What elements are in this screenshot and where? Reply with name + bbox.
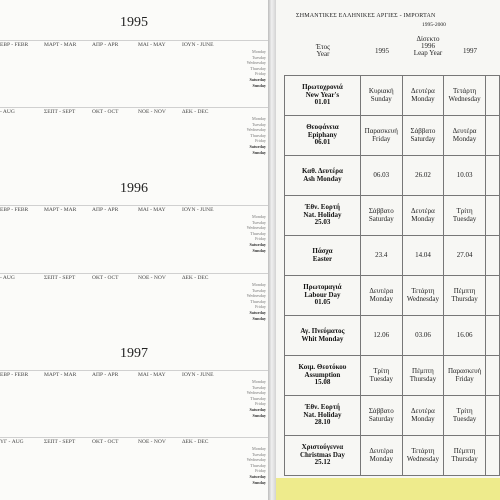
- holiday-name: Έθν. Εορτή Nat. Holiday 25.03: [285, 196, 361, 236]
- month-label: ΣΕΠΤ - SEPT: [44, 439, 76, 445]
- holidays-table: [284, 75, 500, 476]
- header-year: Έτος Year: [316, 43, 330, 58]
- right-page: [276, 0, 500, 500]
- calendar-row: [0, 273, 268, 329]
- holiday-v1995-cell: Παρασκευή Friday: [360, 116, 402, 156]
- holiday-v1996-cell: Σάββατο Saturday: [402, 116, 443, 156]
- month-label: ΝΟΕ - NOV: [138, 275, 166, 281]
- holiday-v1996-cell: 26.02: [402, 156, 443, 196]
- month-label: ΙΟΥΝ - JUNE: [182, 207, 214, 213]
- month-label: - AUG: [0, 275, 15, 281]
- holiday-row: [285, 276, 500, 316]
- month-label: ΑΠΡ - APR: [92, 42, 119, 48]
- holiday-row: [285, 396, 500, 436]
- holiday-row: [285, 116, 500, 156]
- holiday-v1997-cell: Παρασκευή Friday: [444, 356, 486, 396]
- calendar-row: [0, 107, 268, 163]
- month-label: ΟΚΤ - OCT: [92, 439, 119, 445]
- month-label: ΟΚΤ - OCT: [92, 109, 119, 115]
- holiday-v1995-cell: Σάββατο Saturday: [360, 396, 402, 436]
- month-label: ΜΑΙ - MAY: [138, 42, 166, 48]
- month-label: EBP - FEBR: [0, 372, 29, 378]
- holiday-v1996-cell: Τετάρτη Wednesday: [402, 436, 443, 476]
- holiday-name: Πρωτοχρονιά New Year's 01.01: [285, 76, 361, 116]
- book-gutter: [268, 0, 276, 500]
- holiday-v1995-cell: 06.03: [360, 156, 402, 196]
- month-label: ΜΑΡΤ - MAR: [44, 372, 77, 378]
- month-label: ΣΕΠΤ - SEPT: [44, 109, 76, 115]
- year-heading: 1997: [120, 346, 148, 361]
- holiday-v1997-cell: Τρίτη Tuesday: [444, 196, 486, 236]
- header-1995: 1995: [375, 47, 389, 55]
- holiday-row: [285, 236, 500, 276]
- holiday-v1996-cell: Δευτέρα Monday: [402, 396, 443, 436]
- holiday-name: Αγ. Πνεύματος Whit Monday: [285, 316, 361, 356]
- holiday-row: [285, 356, 500, 396]
- header-1997: 1997: [463, 47, 477, 55]
- holiday-name: Χριστούγεννα Christmas Day 25.12: [285, 436, 361, 476]
- holiday-v1997-cell: Τρίτη Tuesday: [444, 396, 486, 436]
- month-label: ΔΕΚ - DEC: [182, 275, 209, 281]
- month-label: ΑΠΡ - APR: [92, 207, 119, 213]
- holiday-name: Πάσχα Easter: [285, 236, 361, 276]
- holiday-v1996-cell: Δευτέρα Monday: [402, 196, 443, 236]
- holiday-name: Έθν. Εορτή Nat. Holiday 28.10: [285, 396, 361, 436]
- holiday-v1995-cell: Δευτέρα Monday: [360, 276, 402, 316]
- month-label: ΟΚΤ - OCT: [92, 275, 119, 281]
- holidays-subtitle: 1995-2000: [422, 22, 446, 28]
- holiday-v1996-cell: 03.06: [402, 316, 443, 356]
- holiday-v1997-cell: 27.04: [444, 236, 486, 276]
- month-label: ΝΟΕ - NOV: [138, 439, 166, 445]
- month-label: ΙΟΥΝ - JUNE: [182, 42, 214, 48]
- holiday-row: [285, 76, 500, 116]
- holiday-v1996-cell: 14.04: [402, 236, 443, 276]
- holiday-v1997-cell: Πέμπτη Thursday: [444, 276, 486, 316]
- holiday-name: Πρωτομαγιά Labour Day 01.05: [285, 276, 361, 316]
- holiday-v1996-cell: Δευτέρα Monday: [402, 76, 443, 116]
- year-heading: 1996: [120, 181, 148, 196]
- header-leap-year: Δίσεκτο 1996 Leap Year: [413, 35, 443, 57]
- weekday-labels: Monday Tuesday Wednesday Thursday Friday Saturday Sunday: [246, 49, 266, 88]
- month-label: ΥΓ - AUG: [0, 439, 24, 445]
- holiday-row: [285, 156, 500, 196]
- holiday-v1995-cell: 23.4: [360, 236, 402, 276]
- weekday-labels: Monday Tuesday Wednesday Thursday Friday Saturday Sunday: [246, 282, 266, 321]
- month-label: ΣΕΠΤ - SEPT: [44, 275, 76, 281]
- holiday-v1995-cell: Δευτέρα Monday: [360, 436, 402, 476]
- month-label: EBP - FEBR: [0, 207, 29, 213]
- month-label: ΜΑΡΤ - MAR: [44, 42, 77, 48]
- calendar-row: [0, 370, 268, 426]
- month-label: ΑΠΡ - APR: [92, 372, 119, 378]
- calendar-row: [0, 437, 268, 493]
- month-label: EBP - FEBR: [0, 42, 29, 48]
- holiday-name: Θεοφάνεια Epiphany 06.01: [285, 116, 361, 156]
- holiday-name: Καθ. Δευτέρα Ash Monday: [285, 156, 361, 196]
- page-footer-band: [276, 478, 500, 500]
- holiday-row: [285, 316, 500, 356]
- holiday-v1995-cell: Τρίτη Tuesday: [360, 356, 402, 396]
- weekday-labels: Monday Tuesday Wednesday Thursday Friday Saturday Sunday: [246, 446, 266, 485]
- holiday-v1997-cell: 16.06: [444, 316, 486, 356]
- holiday-row: [285, 436, 500, 476]
- holiday-v1996-cell: Τετάρτη Wednesday: [402, 276, 443, 316]
- month-label: ΜΑΡΤ - MAR: [44, 207, 77, 213]
- holidays-title: ΣΗΜΑΝΤΙΚΕΣ ΕΛΛΗΝΙΚΕΣ ΑΡΓΙΕΣ - IMPORTAN: [296, 13, 436, 19]
- holiday-v1995-cell: 12.06: [360, 316, 402, 356]
- month-label: ΝΟΕ - NOV: [138, 109, 166, 115]
- holiday-v1995-cell: Κυριακή Sunday: [360, 76, 402, 116]
- weekday-labels: Monday Tuesday Wednesday Thursday Friday Saturday Sunday: [246, 379, 266, 418]
- weekday-labels: Monday Tuesday Wednesday Thursday Friday Saturday Sunday: [246, 214, 266, 253]
- month-label: ΔΕΚ - DEC: [182, 109, 209, 115]
- month-label: ΜΑΙ - MAY: [138, 207, 166, 213]
- calendar-row: [0, 205, 268, 261]
- weekday-labels: Monday Tuesday Wednesday Thursday Friday Saturday Sunday: [246, 116, 266, 155]
- month-label: ΙΟΥΝ - JUNE: [182, 372, 214, 378]
- holiday-row: [285, 196, 500, 236]
- year-heading: 1995: [120, 15, 148, 30]
- holiday-v1995-cell: Σάββατο Saturday: [360, 196, 402, 236]
- holiday-v1997-cell: Τετάρτη Wednesday: [444, 76, 486, 116]
- holiday-v1997-cell: Πέμπτη Thursday: [444, 436, 486, 476]
- holiday-v1996-cell: Πέμπτη Thursday: [402, 356, 443, 396]
- month-label: - AUG: [0, 109, 15, 115]
- calendar-row: [0, 40, 268, 96]
- holiday-name: Κοιμ. Θεοτόκου Assumption 15.08: [285, 356, 361, 396]
- month-label: ΜΑΙ - MAY: [138, 372, 166, 378]
- holiday-v1997-cell: Δευτέρα Monday: [444, 116, 486, 156]
- holiday-v1997-cell: 10.03: [444, 156, 486, 196]
- month-label: ΔΕΚ - DEC: [182, 439, 209, 445]
